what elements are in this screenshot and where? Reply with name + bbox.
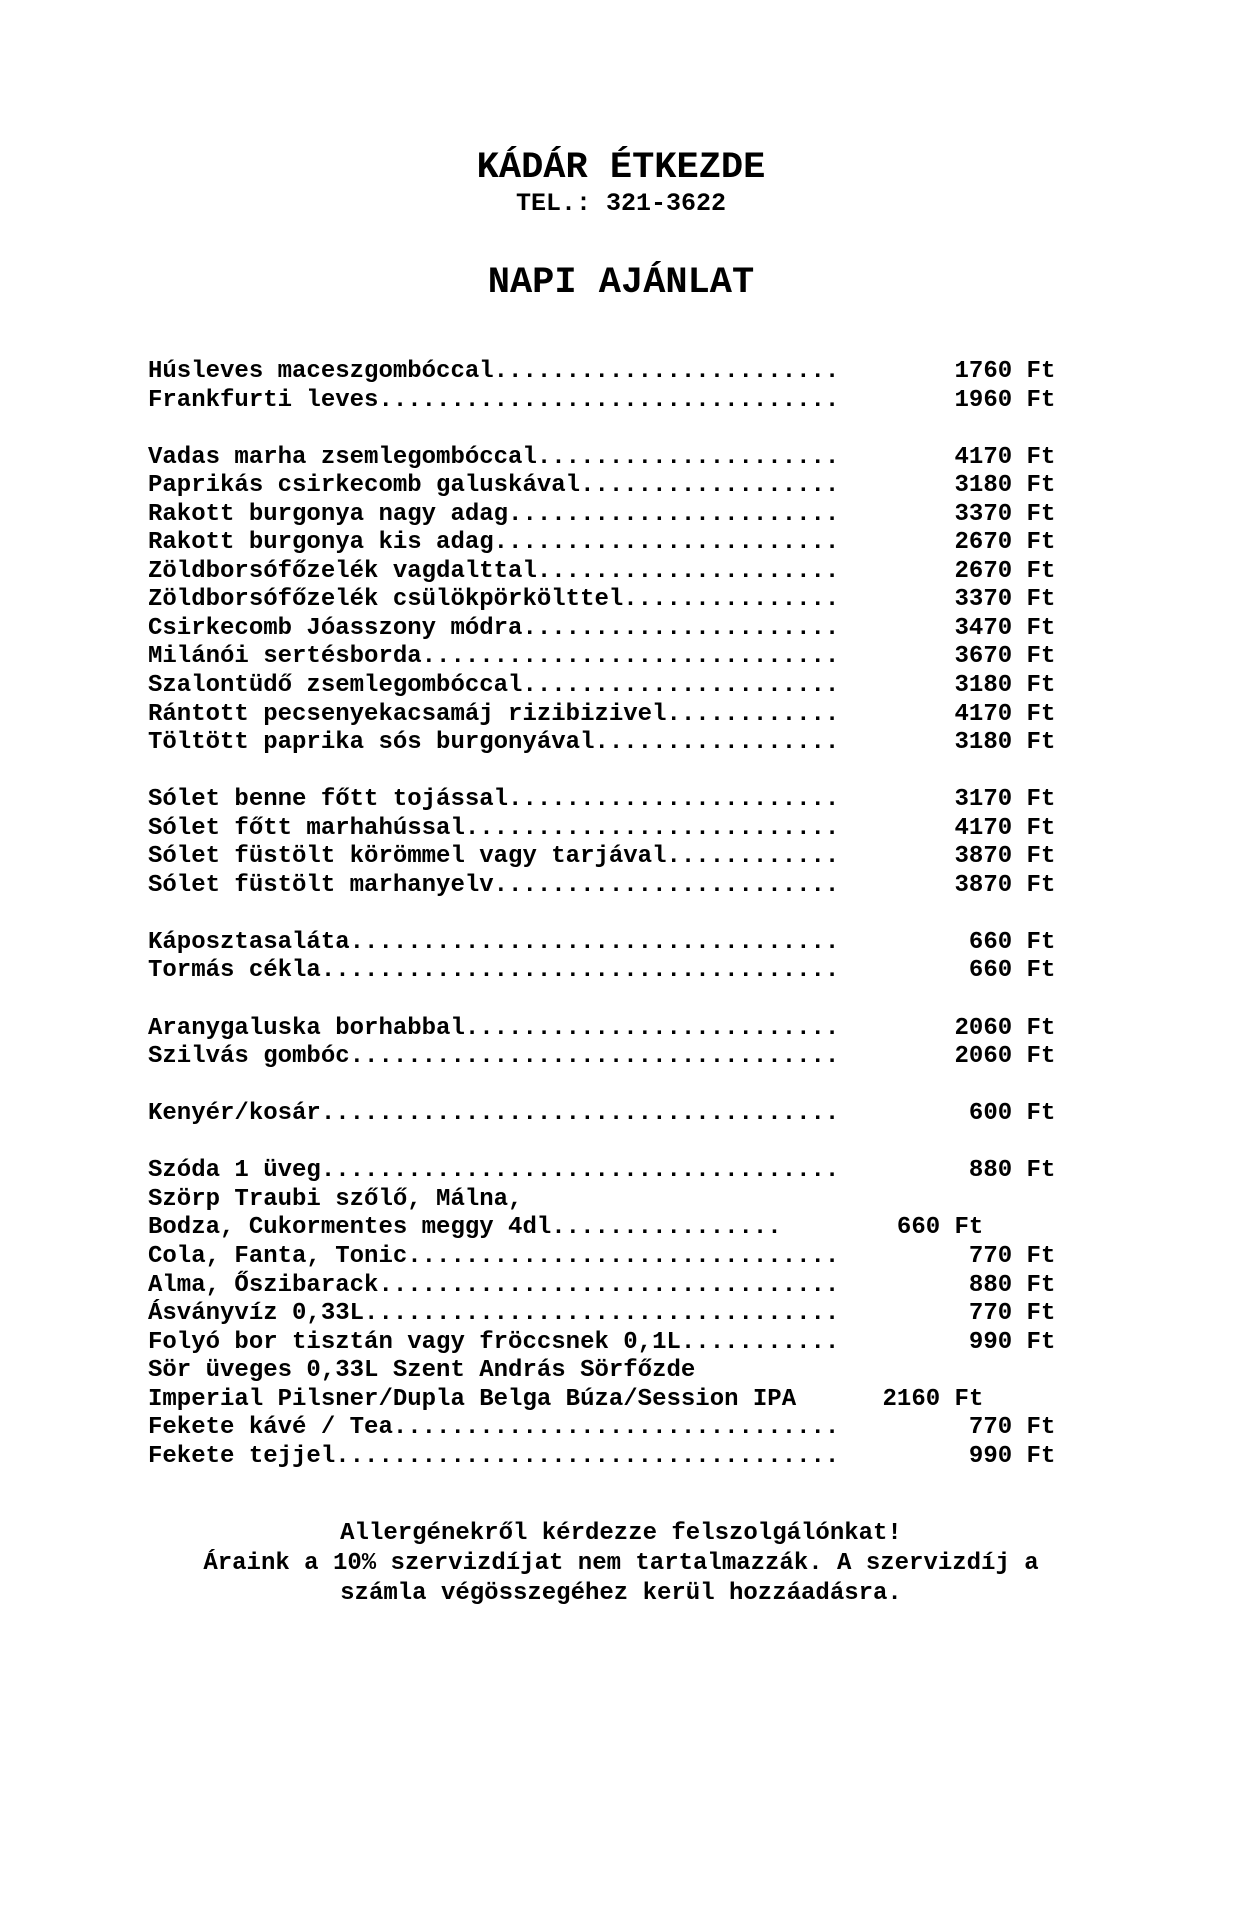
menu-item-name: Paprikás csirkecomb galuskával.................. bbox=[148, 472, 840, 500]
menu-item-price: 770 Ft bbox=[839, 1242, 1056, 1270]
menu-item-name: Fekete kávé / Tea............................... bbox=[148, 1414, 840, 1442]
menu-row bbox=[148, 1043, 1242, 1072]
menu-item-name: Sólet füstölt körömmel vagy tarjával............ bbox=[148, 843, 840, 871]
menu-item-price: 3370 Ft bbox=[839, 586, 1056, 614]
menu-item-name: Szörp Traubi szőlő, Málna, bbox=[148, 1185, 523, 1213]
menu-section-desserts bbox=[148, 1015, 1242, 1072]
menu-item-price: 3170 Ft bbox=[839, 786, 1056, 814]
menu-row bbox=[148, 672, 1242, 701]
menu-item-price: 2670 Ft bbox=[839, 557, 1056, 585]
menu-row bbox=[148, 872, 1242, 901]
phone-number: TEL.: 321-3622 bbox=[515, 189, 727, 218]
menu-item-price: 3180 Ft bbox=[839, 672, 1056, 700]
menu-item-price: 3470 Ft bbox=[839, 614, 1056, 642]
menu-item-price: 600 Ft bbox=[839, 1100, 1056, 1128]
menu-row bbox=[148, 929, 1242, 958]
menu-item-price: 660 Ft bbox=[839, 928, 1056, 956]
menu-row bbox=[148, 729, 1242, 758]
allergen-note: Allergénekről kérdezze felszolgálónkat! bbox=[340, 1520, 902, 1548]
menu-page bbox=[0, 147, 1242, 1609]
menu-item-name: Zöldborsófőzelék csülökpörkölttel............... bbox=[148, 586, 840, 614]
menu-row bbox=[148, 1243, 1242, 1272]
menu-item-name: Bodza, Cukormentes meggy 4dl................ bbox=[148, 1214, 782, 1242]
menu-section-drinks bbox=[148, 1157, 1242, 1471]
menu-item-price: 1760 Ft bbox=[839, 358, 1056, 385]
menu-row bbox=[148, 1300, 1242, 1329]
menu-row bbox=[148, 843, 1242, 872]
menu-row bbox=[148, 1443, 1242, 1472]
menu-item-name: Sólet füstölt marhanyelv........................ bbox=[148, 871, 840, 899]
menu-item-price: 3180 Ft bbox=[839, 472, 1056, 500]
menu-item-name: Csirkecomb Jóasszony módra...................... bbox=[148, 614, 840, 642]
menu-item-price: 1960 Ft bbox=[839, 386, 1056, 414]
menu-item-name: Milánói sertésborda............................. bbox=[148, 643, 840, 671]
menu-item-name: Folyó bor tisztán vagy fröccsnek 0,1L........... bbox=[148, 1328, 840, 1356]
menu-item-price: 2160 Ft bbox=[796, 1385, 984, 1413]
menu-item-name: Vadas marha zsemlegombóccal..................... bbox=[148, 443, 840, 471]
menu-item-name: Káposztasaláta.................................. bbox=[148, 928, 840, 956]
menu-item-price: 4170 Ft bbox=[839, 700, 1056, 728]
menu-section-solet bbox=[148, 786, 1242, 900]
menu-row bbox=[148, 1357, 1242, 1386]
menu-item-name: Tormás cékla.................................... bbox=[148, 957, 840, 985]
menu-item-name: Rakott burgonya nagy adag....................... bbox=[148, 500, 840, 528]
menu-row bbox=[148, 472, 1242, 501]
menu-item-name: Frankfurti leves................................ bbox=[148, 386, 840, 414]
menu-item-price: 4170 Ft bbox=[839, 443, 1056, 471]
menu-item-price: 2670 Ft bbox=[839, 529, 1056, 557]
menu-item-price: 880 Ft bbox=[839, 1271, 1056, 1299]
menu-row bbox=[148, 1329, 1242, 1358]
service-fee-note-line2: számla végösszegéhez kerül hozzáadásra. bbox=[340, 1580, 902, 1608]
menu-row bbox=[148, 957, 1242, 986]
menu-row bbox=[148, 358, 1242, 387]
menu-row bbox=[148, 1100, 1242, 1129]
menu-item-price: 3370 Ft bbox=[839, 500, 1056, 528]
menu-row bbox=[148, 1272, 1242, 1301]
menu-item-price: 660 Ft bbox=[839, 957, 1056, 985]
menu-row bbox=[148, 1414, 1242, 1443]
menu-item-name: Imperial Pilsner/Dupla Belga Búza/Session IPA bbox=[148, 1385, 797, 1413]
menu-item-name: Rántott pecsenyekacsamáj rizibizivel............ bbox=[148, 700, 840, 728]
menu-item-name: Fekete tejjel................................... bbox=[148, 1442, 840, 1470]
menu-section-soups bbox=[148, 358, 1242, 415]
menu-row bbox=[148, 786, 1242, 815]
menu-item-price: 2060 Ft bbox=[839, 1014, 1056, 1042]
menu-item-name: Zöldborsófőzelék vagdalttal..................... bbox=[148, 557, 840, 585]
menu-row bbox=[148, 1015, 1242, 1044]
menu-item-name: Alma, Őszibarack................................ bbox=[148, 1271, 840, 1299]
menu-item-name: Szilvás gombóc.................................. bbox=[148, 1043, 840, 1071]
menu-item-price: 3180 Ft bbox=[839, 729, 1056, 757]
menu-item-name: Cola, Fanta, Tonic.............................. bbox=[148, 1242, 840, 1270]
menu-row bbox=[148, 1157, 1242, 1186]
menu-section-mains bbox=[148, 444, 1242, 758]
menu-item-price: 2060 Ft bbox=[839, 1043, 1056, 1071]
menu-item-price: 770 Ft bbox=[839, 1414, 1056, 1442]
menu-item-price: 660 Ft bbox=[781, 1214, 984, 1242]
footer-note bbox=[0, 1519, 1242, 1609]
menu-row bbox=[148, 615, 1242, 644]
menu-item-name: Sólet benne főtt tojással....................... bbox=[148, 786, 840, 814]
menu-row bbox=[148, 1186, 1242, 1215]
menu-item-name: Rakott burgonya kis adag........................ bbox=[148, 529, 840, 557]
menu-item-name: Töltött paprika sós burgonyával................. bbox=[148, 729, 840, 757]
menu-item-name: Aranygaluska borhabbal.......................... bbox=[148, 1014, 840, 1042]
menu-item-price: 880 Ft bbox=[839, 1157, 1056, 1185]
menu-row bbox=[148, 444, 1242, 473]
menu-item-price: 3870 Ft bbox=[839, 843, 1056, 871]
menu-item-price: 3870 Ft bbox=[839, 871, 1056, 899]
daily-offer-title: NAPI AJÁNLAT bbox=[487, 262, 755, 304]
menu-row bbox=[148, 529, 1242, 558]
menu-section-salads bbox=[148, 929, 1242, 986]
menu-row bbox=[148, 1386, 1242, 1415]
menu-item-name: Ásványvíz 0,33L................................. bbox=[148, 1300, 840, 1328]
menu-item-name: Sör üveges 0,33L Szent András Sörfőzde bbox=[148, 1357, 696, 1385]
menu-list bbox=[0, 358, 1242, 1471]
menu-row bbox=[148, 586, 1242, 615]
menu-row bbox=[148, 815, 1242, 844]
page-header bbox=[0, 147, 1242, 304]
menu-item-price: 990 Ft bbox=[839, 1328, 1056, 1356]
menu-item-name: Szalontüdő zsemlegombóccal...................... bbox=[148, 672, 840, 700]
menu-row bbox=[148, 558, 1242, 587]
menu-item-name: Szóda 1 üveg.................................... bbox=[148, 1157, 840, 1185]
menu-section-bread bbox=[148, 1100, 1242, 1129]
service-fee-note-line1: Áraink a 10% szervizdíjat nem tartalmazzák. A szervizdíj a bbox=[203, 1550, 1039, 1578]
restaurant-name: KÁDÁR ÉTKEZDE bbox=[476, 147, 766, 189]
menu-item-name: Húsleves maceszgombóccal........................ bbox=[148, 358, 840, 385]
menu-row bbox=[148, 501, 1242, 530]
menu-item-name: Sólet főtt marhahússal.......................... bbox=[148, 814, 840, 842]
menu-item-price: 3670 Ft bbox=[839, 643, 1056, 671]
menu-row bbox=[148, 387, 1242, 416]
menu-item-name: Kenyér/kosár.................................... bbox=[148, 1100, 840, 1128]
menu-row bbox=[148, 1214, 1242, 1243]
menu-item-price: 4170 Ft bbox=[839, 814, 1056, 842]
menu-item-price: 990 Ft bbox=[839, 1442, 1056, 1470]
menu-row bbox=[148, 643, 1242, 672]
menu-item-price: 770 Ft bbox=[839, 1300, 1056, 1328]
menu-row bbox=[148, 701, 1242, 730]
